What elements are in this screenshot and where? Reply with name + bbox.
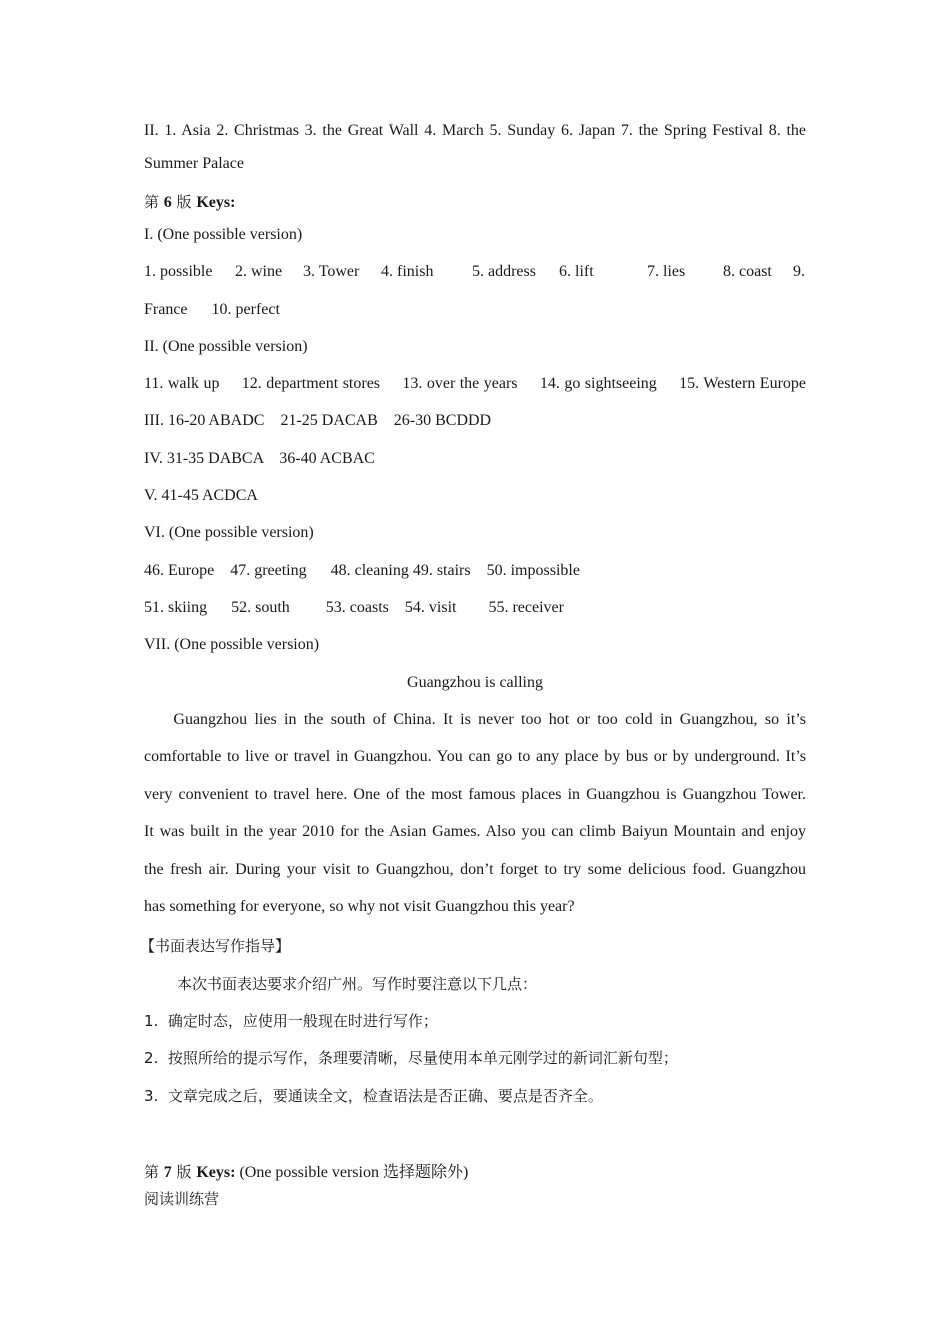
answer-item: 5. address <box>472 263 536 280</box>
part-i-answers-line-2: France 10. perfect <box>144 301 280 318</box>
edition-suffix: 版 <box>171 193 197 211</box>
answer-item: 9. <box>793 263 805 280</box>
part-vi-answers-line-2: 51. skiing 52. south 53. coasts 54. visit 55. receiver <box>144 599 564 616</box>
part-vi-heading: VI. (One possible version) <box>144 524 314 541</box>
answer-item: 14. go sightseeing <box>539 375 657 392</box>
keys-label: Keys: <box>196 194 236 211</box>
part-vii-heading: VII. (One possible version) <box>144 636 320 653</box>
essay-line-last: has something for everyone, so why not visit Guangzhou this year? <box>144 898 575 915</box>
edition-6-heading <box>144 191 235 212</box>
guide-heading: 【书面表达写作指导】 <box>140 937 291 955</box>
essay-line: very convenient to travel here. One of the most famous places in Guangzhou is Guangzhou Tower. <box>144 786 806 803</box>
section-ii-line-2: Summer Palace <box>144 155 244 172</box>
guide-point: 1. 确定时态，应使用一般现在时进行写作； <box>144 1012 438 1030</box>
reading-camp-heading: 阅读训练营 <box>144 1190 220 1208</box>
answer-item: 4. finish <box>381 263 434 280</box>
part-iii-answers: III. 16-20 ABADC 21-25 DACAB 26-30 BCDDD <box>144 412 492 429</box>
essay-line: Guangzhou lies in the south of China. It is never too hot or too cold in Guangzhou, so it’s <box>144 711 806 728</box>
keys-label: Keys: <box>196 1164 236 1181</box>
guide-point: 2. 按照所给的提示写作，条理要清晰，尽量使用本单元刚学过的新词汇新句型； <box>144 1049 678 1067</box>
answer-item: 6. lift <box>559 263 594 280</box>
part-vi-answers-line-1: 46. Europe 47. greeting 48. cleaning 49. stairs 50. impossible <box>144 562 580 579</box>
answer-item: 2. wine <box>235 263 283 280</box>
edition-prefix: 第 <box>144 193 164 211</box>
answer-item: 15. Western Europe <box>679 375 807 392</box>
section-ii-line-1: II. 1. Asia 2. Christmas 3. the Great Wall 4. March 5. Sunday 6. Japan 7. the Spring Festival 8. the <box>144 122 806 139</box>
edition-suffix: 版 <box>171 1163 197 1181</box>
answer-item: 3. Tower <box>303 263 360 280</box>
edition-7-heading <box>144 1159 468 1182</box>
part-iv-answers: IV. 31-35 DABCA 36-40 ACBAC <box>144 450 375 467</box>
answer-item: 7. lies <box>647 263 686 280</box>
answer-item: 13. over the years <box>402 375 518 392</box>
essay-line: It was built in the year 2010 for the Asian Games. Also you can climb Baiyun Mountain and enjoy <box>144 823 806 840</box>
essay-line: comfortable to live or travel in Guangzhou. You can go to any place by bus or by underground. It’s <box>144 748 806 765</box>
guide-point: 3. 文章完成之后，要通读全文，检查语法是否正确、要点是否齐全。 <box>144 1087 603 1105</box>
edition-number: 7 <box>163 1164 172 1181</box>
part-v-answers: V. 41-45 ACDCA <box>144 487 258 504</box>
answer-item: 8. coast <box>723 263 772 280</box>
answer-item: 12. department stores <box>241 375 381 392</box>
edition-number: 6 <box>163 194 172 211</box>
essay-title: Guangzhou is calling <box>407 674 543 691</box>
part-i-heading: I. (One possible version) <box>144 226 303 243</box>
answer-item: 1. possible <box>144 263 213 280</box>
guide-intro: 本次书面表达要求介绍广州。写作时要注意以下几点： <box>177 975 538 993</box>
part-ii-heading: II. (One possible version) <box>144 338 308 355</box>
edition-prefix: 第 <box>144 1163 164 1181</box>
part-ii-answers <box>144 375 806 393</box>
edition-7-note: (One possible version 选择题除外) <box>235 1164 469 1181</box>
essay-line: the fresh air. During your visit to Guangzhou, don’t forget to try some delicious food. Guangzhou <box>144 861 806 878</box>
answer-item: 11. walk up <box>144 375 220 392</box>
